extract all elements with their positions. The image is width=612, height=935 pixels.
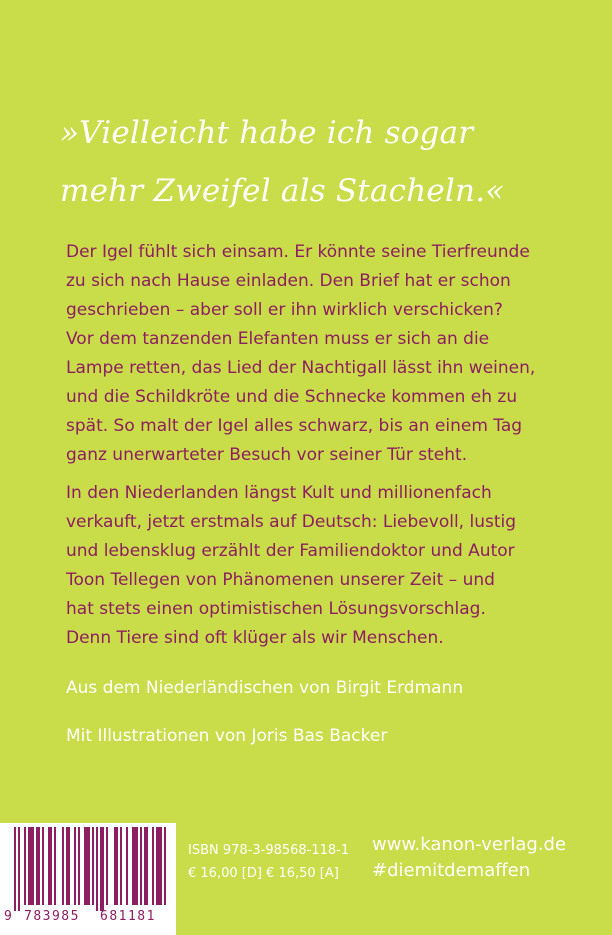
blurb-paragraph-1 [66, 238, 566, 470]
barcode-bar [84, 827, 90, 905]
barcode-bar [48, 827, 52, 905]
blurb-line: In den Niederlanden längst Kult und millionenfach [66, 483, 492, 503]
barcode-bar [120, 827, 122, 905]
blurb-line: geschrieben – aber soll er ihn wirklich verschicken? [66, 300, 503, 320]
blurb-line: ganz unerwarteter Besuch vor seiner Tür steht. [66, 445, 468, 465]
pull-quote-line: »Vielleicht habe ich sogar [60, 115, 474, 151]
barcode-bar [152, 827, 154, 905]
barcode-digits-right: 681181 [100, 909, 156, 924]
barcode-bar [74, 827, 76, 905]
blurb-paragraph-2 [66, 479, 566, 653]
blurb-line: verkauft, jetzt erstmals auf Deutsch: Liebevoll, lustig [66, 512, 517, 532]
barcode-digits-left: 783985 [24, 909, 80, 924]
barcode-bar [78, 827, 80, 905]
barcode-bar [66, 827, 70, 905]
barcode-bar [144, 827, 148, 905]
barcode-bar [42, 827, 44, 905]
blurb-line: Denn Tiere sind oft klüger als wir Menschen. [66, 628, 444, 648]
barcode-bar [106, 827, 108, 905]
barcode-bar [54, 827, 56, 905]
pull-quote-line: mehr Zweifel als Stacheln.« [60, 173, 505, 209]
price-text: € 16,00 [D] € 16,50 [A] [188, 866, 339, 881]
barcode-bar [92, 827, 94, 905]
barcode [0, 823, 176, 935]
pull-quote [60, 104, 580, 220]
barcode-bar [114, 827, 118, 905]
blurb-line: hat stets einen optimistischen Lösungsvorschlag. [66, 599, 486, 619]
barcode-digits [0, 909, 176, 927]
barcode-bar [24, 827, 26, 905]
blurb-line: Vor dem tanzenden Elefanten muss er sich an die [66, 329, 490, 349]
publisher-info [372, 832, 566, 884]
barcode-bars [0, 823, 176, 911]
blurb-line: Toon Tellegen von Phänomenen unserer Zeit – und [66, 570, 495, 590]
blurb-line: und lebensklug erzählt der Familiendoktor und Autor [66, 541, 515, 561]
barcode-bar [62, 827, 64, 905]
blurb-line: und die Schildkröte und die Schnecke kommen eh zu [66, 387, 518, 407]
barcode-bar [96, 827, 98, 911]
blurb-line: Der Igel fühlt sich einsam. Er könnte seine Tierfreunde [66, 242, 530, 262]
illustrator-credit: Mit Illustrationen von Joris Bas Backer [66, 726, 388, 746]
barcode-bar [132, 827, 138, 905]
barcode-bar [164, 827, 166, 905]
barcode-bar [28, 827, 34, 905]
blurb-line: zu sich nach Hause einladen. Den Brief hat er schon [66, 271, 511, 291]
publisher-website-link[interactable]: www.kanon-verlag.de [372, 834, 567, 855]
isbn-price-block [188, 839, 349, 885]
barcode-bar [100, 827, 104, 911]
barcode-bar [140, 827, 142, 905]
publisher-hashtag: #diemitdemaffen [372, 860, 531, 881]
barcode-bar [36, 827, 40, 905]
blurb-line: spät. So malt der Igel alles schwarz, bis an einem Tag [66, 416, 523, 436]
barcode-digit-prefix: 9 [4, 909, 12, 924]
isbn-text: ISBN 978-3-98568-118-1 [188, 843, 350, 858]
barcode-bar [14, 827, 16, 911]
blurb-line: Lampe retten, das Lied der Nachtigall lässt ihn weinen, [66, 358, 536, 378]
barcode-bar [156, 827, 162, 905]
barcode-bar [18, 827, 20, 911]
translator-credit: Aus dem Niederländischen von Birgit Erdmann [66, 678, 464, 698]
barcode-bar [126, 827, 128, 905]
